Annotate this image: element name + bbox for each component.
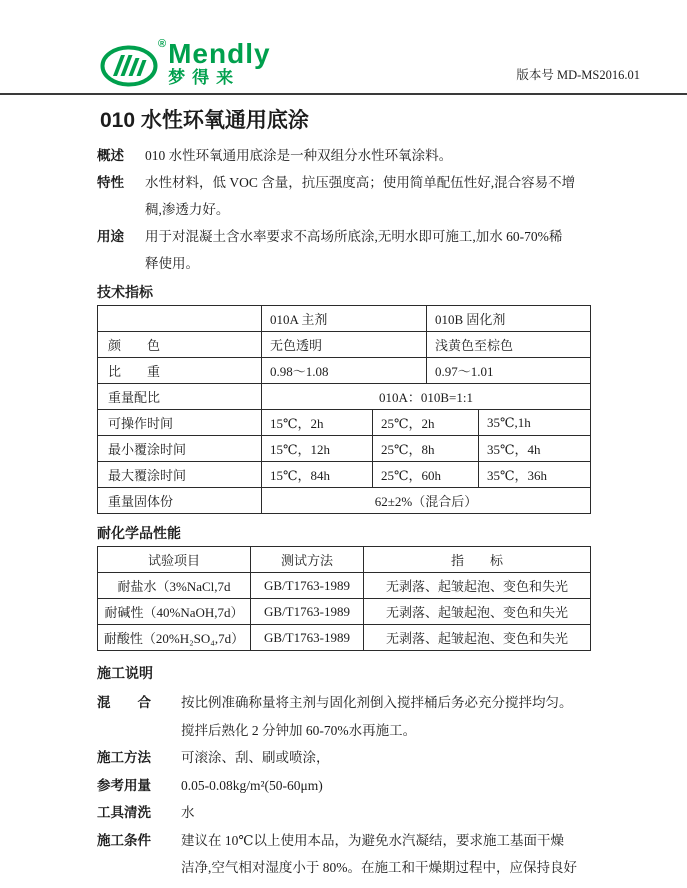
table-cell: GB/T1763-1989 <box>251 573 364 599</box>
page-title: 010 水性环氧通用底涂 <box>100 109 309 132</box>
text-line: 搅拌后熟化 2 分钟加 60-70%水再施工。 <box>181 722 417 738</box>
table-row <box>98 384 591 410</box>
usage-item <box>97 223 597 277</box>
tool-cleaning-label: 工具清洗 <box>97 805 151 820</box>
table-row <box>98 436 591 462</box>
text-line: 可滚涂、刮、刷或喷涂， <box>181 750 330 765</box>
table-cell: 浅黄色至棕色 <box>427 332 591 358</box>
table-cell: 试验项目 <box>98 547 251 573</box>
table-cell: 可操作时间 <box>98 410 262 436</box>
table-cell: 35℃,1h <box>479 410 591 436</box>
table-row <box>98 358 591 384</box>
tech-specs-table <box>97 305 591 514</box>
table-cell <box>98 306 262 332</box>
text-line: 洁净,空气相对湿度小于 80%。在施工和干燥期过程中，应保持良好 <box>181 860 577 875</box>
table-cell: 耐酸性（20%H₂SO₄,7d） <box>98 625 251 651</box>
application-method-label: 施工方法 <box>97 750 151 765</box>
table-cell: 无色透明 <box>262 332 427 358</box>
table-cell: 15℃，12h <box>262 436 373 462</box>
table-cell: 62±2%（混合后） <box>262 488 591 514</box>
mixing-item <box>97 689 617 744</box>
table-row <box>98 332 591 358</box>
table-cell: 测试方法 <box>251 547 364 573</box>
mixing-label: 混 合 <box>97 695 151 710</box>
table-cell: GB/T1763-1989 <box>251 599 364 625</box>
table-cell: 0.98～1.08 <box>262 358 427 384</box>
text-line: 010 水性环氧通用底涂是一种双组分水性环氧涂料。 <box>145 148 453 163</box>
table-cell: 0.97～1.01 <box>427 358 591 384</box>
table-cell: 无剥落、起皱起泡、变色和失光 <box>364 599 591 625</box>
chem-resistance-heading: 耐化学品性能 <box>97 525 181 541</box>
usage-label: 用途 <box>97 229 124 244</box>
table-cell: 无剥落、起皱起泡、变色和失光 <box>364 625 591 651</box>
table-row <box>98 573 591 599</box>
application-method-text <box>181 744 330 772</box>
table-cell: 耐盐水（3%NaCl,7d <box>98 573 251 599</box>
table-cell: 比 重 <box>98 358 262 384</box>
table-cell: 重量配比 <box>98 384 262 410</box>
registered-mark-icon: ® <box>158 38 167 50</box>
table-cell: 25℃，2h <box>373 410 479 436</box>
table-row <box>98 462 591 488</box>
table-cell: 耐碱性（40%NaOH,7d） <box>98 599 251 625</box>
table-cell: 25℃，60h <box>373 462 479 488</box>
brand-name: Mendly <box>168 38 271 69</box>
construction-conditions-label: 施工条件 <box>97 832 151 848</box>
text-line: 释使用。 <box>145 256 199 271</box>
table-row <box>98 599 591 625</box>
text-line: 用于对混凝土含水率要求不高场所底涂,无明水即可施工,加水 60-70%稀 <box>145 229 563 244</box>
application-method-item <box>97 744 617 772</box>
table-cell: 颜 色 <box>98 332 262 358</box>
overview-label: 概述 <box>97 148 124 163</box>
construction-conditions-text <box>181 827 577 882</box>
brand-logo <box>100 40 271 87</box>
table-cell: 010B 固化剂 <box>427 306 591 332</box>
version-number: 版本号 MD-MS2016.01 <box>516 68 640 82</box>
chem-resistance-table <box>97 546 591 651</box>
table-cell: 最大覆涂时间 <box>98 462 262 488</box>
table-cell: 35℃，4h <box>479 436 591 462</box>
reference-dosage-text <box>181 772 323 800</box>
construction-section <box>97 689 617 882</box>
table-cell: GB/T1763-1989 <box>251 625 364 651</box>
text-line: 水性材料，低 VOC 含量，抗压强度高；使用简单配伍性好,混合容易不增 <box>145 175 576 190</box>
mendly-logo-icon <box>100 40 162 87</box>
text-line: 建议在 10℃以上使用本品，为避免水汽凝结，要求施工基面干燥 <box>181 832 564 848</box>
features-label: 特性 <box>97 175 124 190</box>
mixing-text <box>181 689 573 744</box>
document-header <box>0 0 687 95</box>
table-row <box>98 306 591 332</box>
table-cell: 25℃，8h <box>373 436 479 462</box>
table-cell: 010A 主剂 <box>262 306 427 332</box>
table-row <box>98 488 591 514</box>
text-line: 按比例准确称量将主剂与固化剂倒入搅拌桶后务必充分搅拌均匀。 <box>181 695 573 710</box>
table-row <box>98 410 591 436</box>
reference-dosage-item <box>97 772 617 800</box>
brand-name-chinese: 梦得来 <box>168 68 241 87</box>
usage-text <box>145 223 562 277</box>
tool-cleaning-item <box>97 799 617 827</box>
text-line: 稠,渗透力好。 <box>145 202 230 217</box>
features-item <box>97 169 597 223</box>
reference-dosage-label: 参考用量 <box>97 777 151 793</box>
construction-heading: 施工说明 <box>97 665 153 681</box>
table-cell: 指 标 <box>364 547 591 573</box>
table-cell: 重量固体份 <box>98 488 262 514</box>
overview-text <box>145 142 452 169</box>
table-cell: 最小覆涂时间 <box>98 436 262 462</box>
table-cell: 无剥落、起皱起泡、变色和失光 <box>364 573 591 599</box>
intro-section <box>97 142 597 277</box>
features-text <box>145 169 575 223</box>
text-line: 0.05-0.08kg/m²(50-60μm) <box>181 777 323 793</box>
brand-text <box>168 40 270 86</box>
table-row <box>98 547 591 573</box>
table-cell: 15℃，84h <box>262 462 373 488</box>
table-cell: 010A：010B=1:1 <box>262 384 591 410</box>
table-cell: 15℃，2h <box>262 410 373 436</box>
text-line: 水 <box>181 805 195 820</box>
tech-specs-heading: 技术指标 <box>97 284 153 300</box>
overview-item <box>97 142 597 169</box>
table-row <box>98 625 591 651</box>
construction-conditions-item <box>97 827 617 882</box>
tool-cleaning-text <box>181 799 195 827</box>
table-cell: 35℃，36h <box>479 462 591 488</box>
